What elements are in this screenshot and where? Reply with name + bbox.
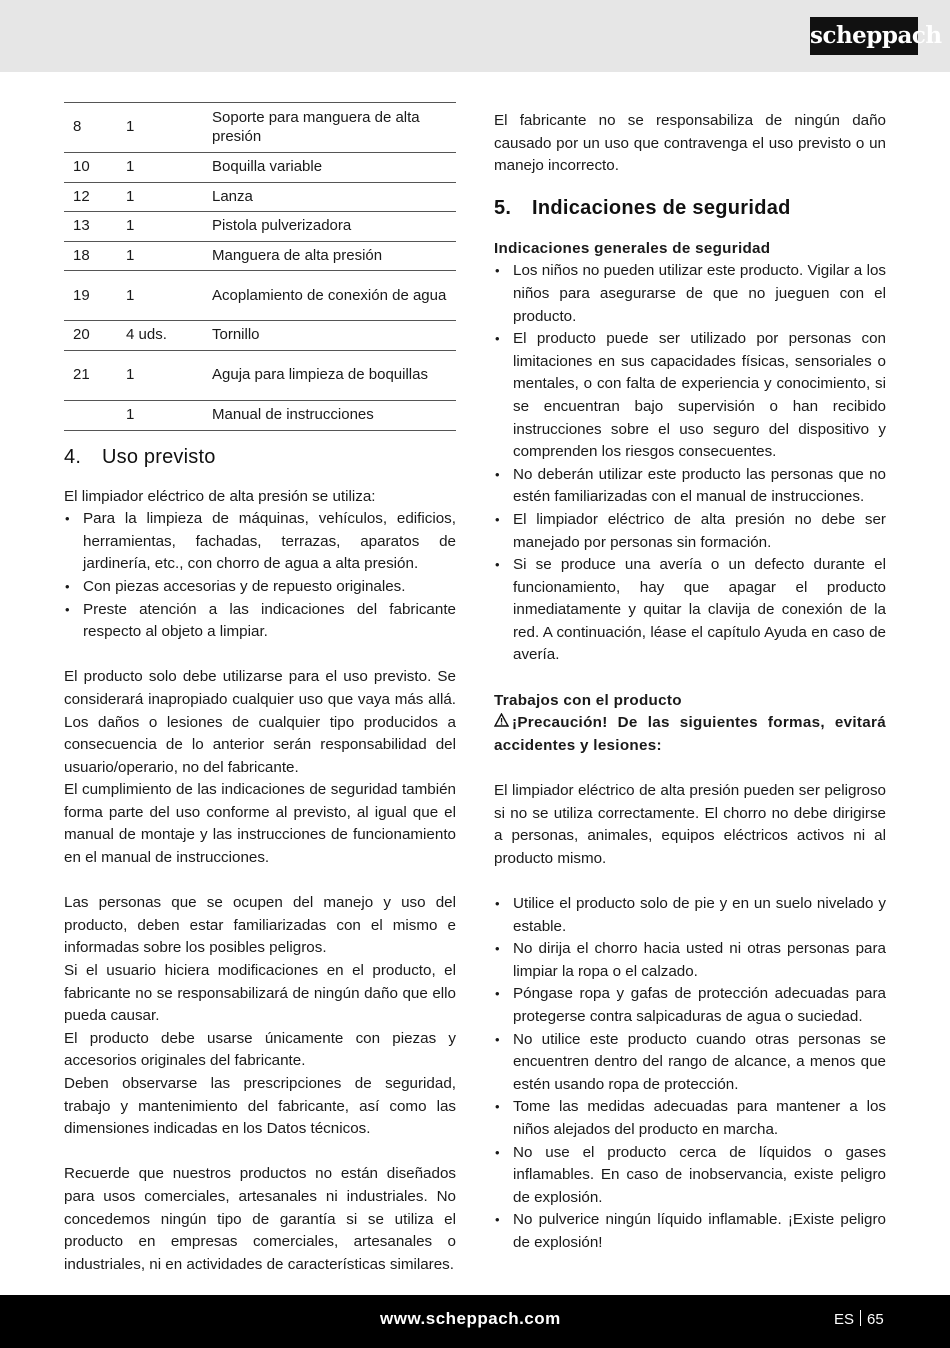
list-item: • Para la limpieza de máquinas, vehículos, edificios, herramientas, fachadas, terrazas, aparatos de jardinería, etc., con chorro de agua a alta presión. [64, 508, 456, 576]
section-4-bullets [64, 508, 456, 644]
page-number: 65 [867, 1311, 884, 1328]
quantity-cell: 1 [116, 241, 202, 271]
paragraph: El cumplimiento de las indicaciones de seguridad también forma parte del uso conforme al previsto, al igual que el manual de montaje y las instrucciones de funcionamiento en el manual de instrucciones. [64, 781, 456, 867]
part-number-cell: 18 [64, 241, 116, 271]
part-number-cell: 19 [64, 271, 116, 321]
list-item: • Los niños no pueden utilizar este producto. Vigilar a los niños para asegurarse de que no jueguen con el producto. [494, 260, 886, 328]
list-item: • Utilice el producto solo de pie y en un suelo nivelado y estable. [494, 893, 886, 938]
table-row [64, 241, 456, 271]
description-cell: Lanza [202, 182, 456, 212]
paragraph: El fabricante no se responsabiliza de ningún daño causado por un uso que contravenga el uso previsto o un manejo incorrecto. [494, 112, 886, 175]
quantity-cell: 1 [116, 212, 202, 242]
paragraph: Las personas que se ocupen del manejo y uso del producto, deben estar familiarizadas con el mismo e informadas sobre los posibles peligros. [64, 894, 456, 957]
list-item: • No deberán utilizar este producto las personas que no estén familiarizadas con el manual de instrucciones. [494, 464, 886, 509]
table-row [64, 350, 456, 400]
list-item: • No use el producto cerca de líquidos o gases inflamables. En caso de inobservancia, existe peligro de explosión. [494, 1142, 886, 1210]
list-item: • El producto puede ser utilizado por personas con limitaciones en sus capacidades físicas, sensoriales o mentales, o con falta de experiencia y conocimiento, si se encuentran bajo supervisión o han recibido instrucciones sobre el uso seguro del dispositivo y comprenden los riesgos consecuentes. [494, 328, 886, 464]
list-item: • Preste atención a las indicaciones del fabricante respecto al objeto a limpiar. [64, 599, 456, 644]
quantity-cell: 1 [116, 182, 202, 212]
table-row [64, 321, 456, 351]
paragraph: Si el usuario hiciera modificaciones en el producto, el fabricante no se responsabilizará de ningún daño que ello pueda causar. [64, 962, 456, 1025]
table-row [64, 271, 456, 321]
quantity-cell: 1 [116, 271, 202, 321]
description-cell: Soporte para manguera de alta presión [202, 103, 456, 153]
description-cell: Aguja para limpieza de boquillas [202, 350, 456, 400]
part-number-cell [64, 400, 116, 430]
list-item: • Con piezas accesorias y de repuesto originales. [64, 576, 456, 599]
list-item: • No utilice este producto cuando otras personas se encuentren dentro del rango de alcance, a menos que estén usando ropa de protección. [494, 1029, 886, 1097]
part-number-cell: 12 [64, 182, 116, 212]
section-4-intro: El limpiador eléctrico de alta presión se utiliza: [64, 487, 376, 505]
quantity-cell: 4 uds. [116, 321, 202, 351]
list-item: • Si se produce una avería o un defecto durante el funcionamiento, hay que apagar el producto inmediatamente y quitar la clavija de conexión de la red. A continuación, léase el capítulo Ayuda en caso de avería. [494, 554, 886, 667]
description-cell: Manguera de alta presión [202, 241, 456, 271]
general-safety-heading: Indicaciones generales de seguridad [494, 239, 771, 257]
section-4-heading: 4. Uso previsto [64, 445, 216, 468]
right-column [494, 110, 886, 1255]
description-cell: Pistola pulverizadora [202, 212, 456, 242]
part-number-cell: 20 [64, 321, 116, 351]
description-cell: Acoplamiento de conexión de agua [202, 271, 456, 321]
warning-triangle-icon [494, 712, 512, 735]
paragraph: El producto debe usarse únicamente con piezas y accesorios originales del fabricante. [64, 1029, 456, 1070]
list-item: • Póngase ropa y gafas de protección adecuadas para protegerse contra salpicaduras de agua o suciedad. [494, 983, 886, 1028]
description-cell: Boquilla variable [202, 153, 456, 183]
brand-logo: scheppach [810, 17, 918, 55]
footer-bar [0, 1295, 950, 1348]
paragraph: Deben observarse las prescripciones de seguridad, trabajo y mantenimiento del fabricante, así como las dimensiones indicadas en los Datos técnicos. [64, 1075, 456, 1138]
paragraph: Recuerde que nuestros productos no están diseñados para usos comerciales, artesanales ni industriales. No concedemos ningún tipo de garantía si se utiliza el producto en empresas comerciales, artesanales o industriales, ni en actividades de características similares. [64, 1165, 456, 1273]
section-5-heading: 5. Indicaciones de seguridad [494, 196, 791, 219]
left-column [64, 102, 456, 1276]
parts-table [64, 102, 456, 431]
part-number-cell: 8 [64, 103, 116, 153]
website-link[interactable]: www.scheppach.com [380, 1309, 561, 1328]
description-cell: Manual de instrucciones [202, 400, 456, 430]
list-item: • Tome las medidas adecuadas para mantener a los niños alejados del producto en marcha. [494, 1096, 886, 1141]
paragraph: El limpiador eléctrico de alta presión pueden ser peligroso si no se utiliza correctamente. El chorro no debe dirigirse a personas, animales, equipos eléctricos activos ni al producto mismo. [494, 782, 886, 867]
part-number-cell: 13 [64, 212, 116, 242]
quantity-cell: 1 [116, 103, 202, 153]
table-row [64, 182, 456, 212]
part-number-cell: 10 [64, 153, 116, 183]
description-cell: Tornillo [202, 321, 456, 351]
list-item: • No pulverice ningún líquido inflamable. ¡Existe peligro de explosión! [494, 1209, 886, 1254]
work-heading: Trabajos con el producto [494, 691, 682, 709]
general-safety-bullets [494, 260, 886, 667]
quantity-cell: 1 [116, 350, 202, 400]
work-bullets [494, 893, 886, 1255]
quantity-cell: 1 [116, 400, 202, 430]
page-indicator [834, 1310, 884, 1328]
warning-note: ¡Precaución! De las siguientes formas, evitará accidentes y lesiones: [494, 714, 886, 754]
list-item: • El limpiador eléctrico de alta presión no debe ser manejado por personas sin formación. [494, 509, 886, 554]
table-row [64, 400, 456, 430]
paragraph: El producto solo debe utilizarse para el uso previsto. Se considerará inapropiado cualquier uso que vaya más allá. Los daños o lesiones de cualquier tipo producidos a consecuencia de lo anterior serán responsabilidad del usuario/operario, no del fabricante. [64, 668, 456, 776]
list-item: • No dirija el chorro hacia usted ni otras personas para limpiar la ropa o el calzado. [494, 938, 886, 983]
quantity-cell: 1 [116, 153, 202, 183]
language-code: ES [834, 1311, 855, 1328]
part-number-cell: 21 [64, 350, 116, 400]
table-row [64, 212, 456, 242]
table-row [64, 103, 456, 153]
header-bar [0, 0, 950, 72]
table-row [64, 153, 456, 183]
